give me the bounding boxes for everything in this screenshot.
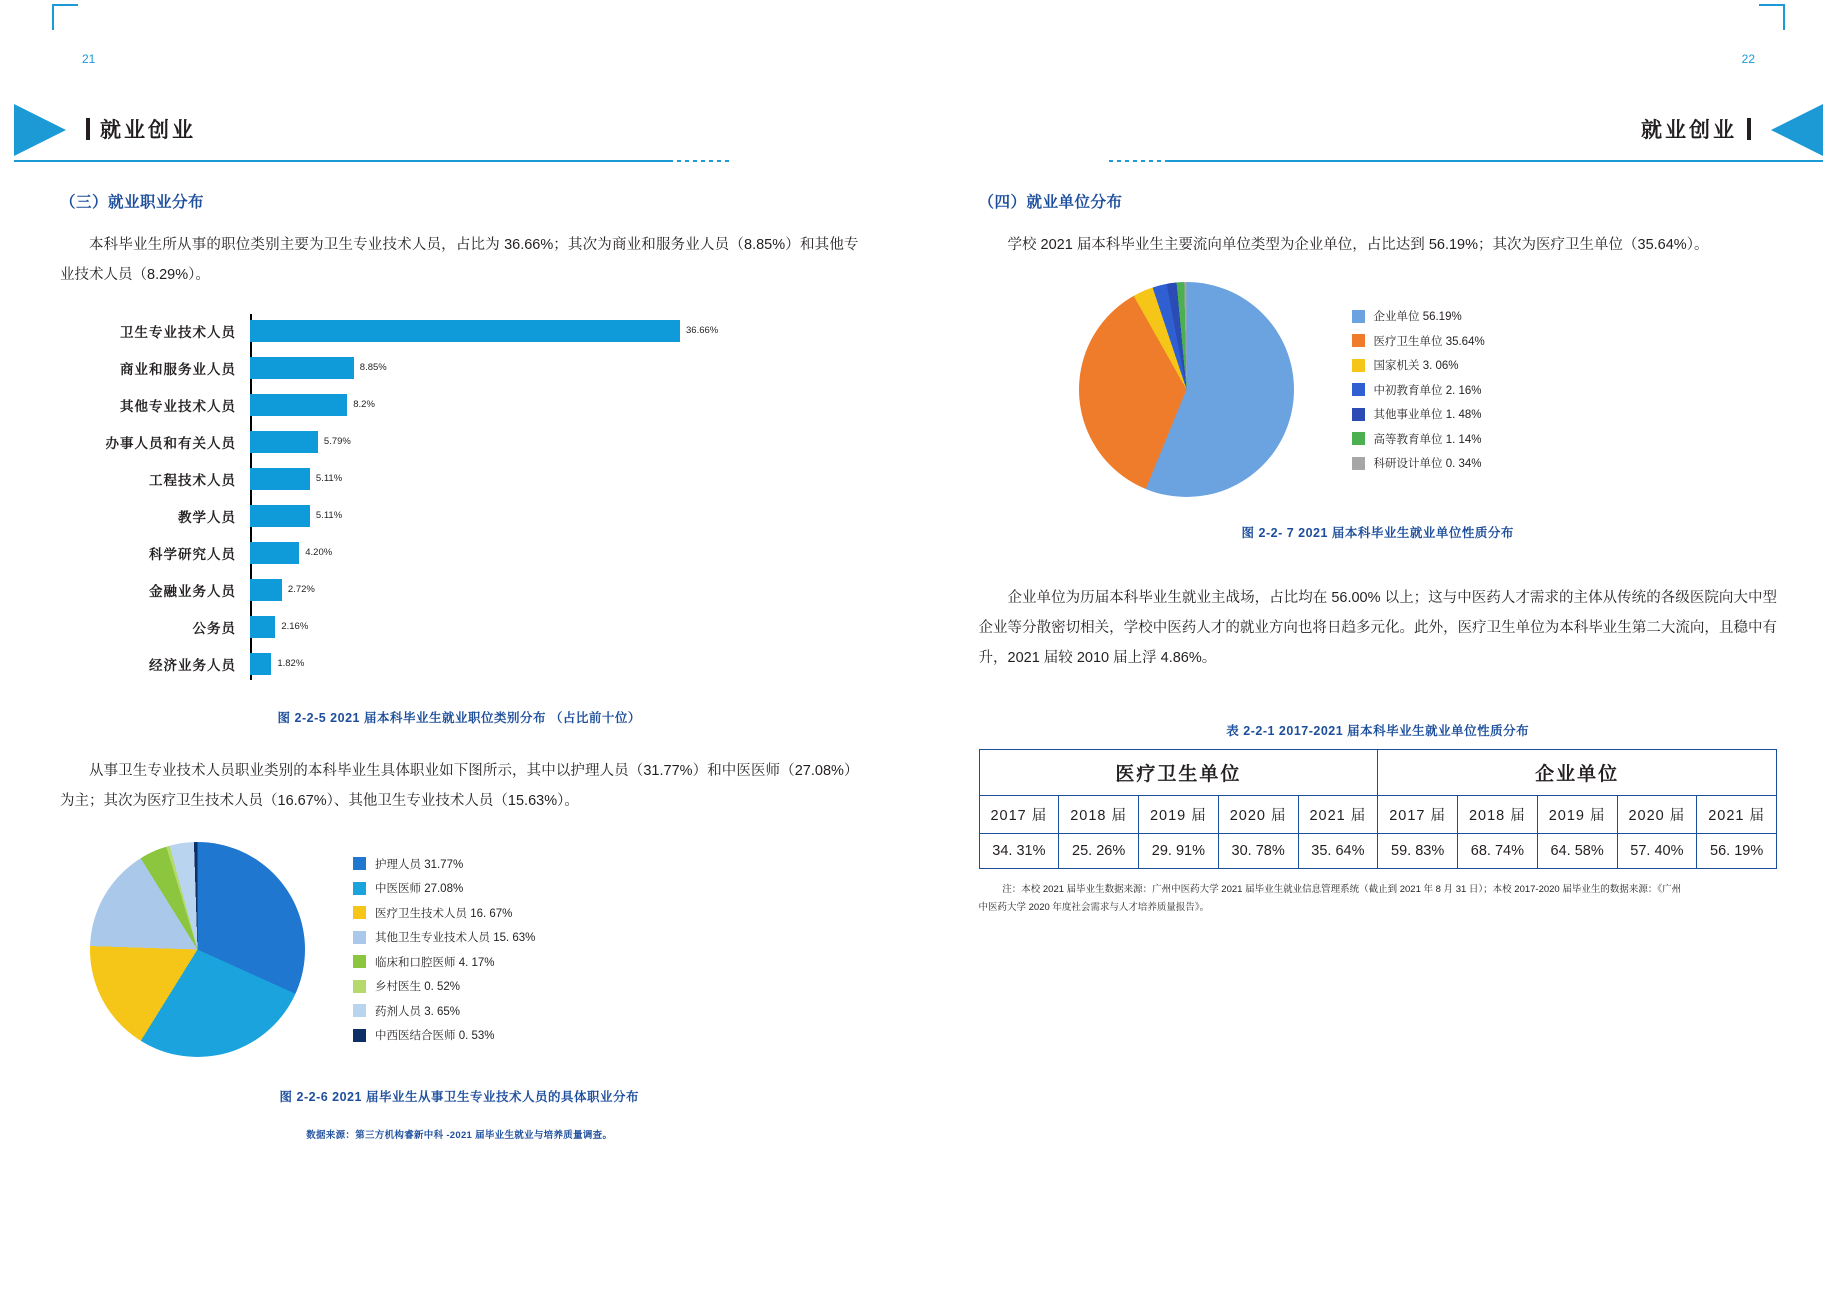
bar-chart-occupation xyxy=(60,312,859,682)
legend-item xyxy=(353,1003,535,1019)
legend-item xyxy=(1352,455,1485,471)
legend-item xyxy=(1352,357,1485,373)
legend-swatch xyxy=(353,1029,366,1042)
table-column-header: 2020 届 xyxy=(1617,796,1697,834)
header-title-text: 就业创业 xyxy=(100,119,196,142)
table-body xyxy=(979,834,1777,869)
bar-track xyxy=(250,505,859,527)
bar-label: 科学研究人员 xyxy=(149,546,236,562)
table-cell: 59. 83% xyxy=(1378,834,1458,869)
header-title-left xyxy=(86,114,196,144)
table-column-header: 2019 届 xyxy=(1139,796,1219,834)
legend-swatch xyxy=(1352,432,1365,445)
bar-fill xyxy=(250,616,275,638)
legend-swatch xyxy=(1352,310,1365,323)
bar-label: 金融业务人员 xyxy=(149,583,236,599)
legend-label: 护理人员 31.77% xyxy=(375,858,464,871)
legend-item xyxy=(353,856,535,872)
pie-chart-employer-type xyxy=(1079,282,1294,497)
table-note-line-1: 注：本校 2021 届毕业生数据来源：广州中医药大学 2021 届毕业生就业信息管理系统（截止到 2021 年 8 月 31 日）；本校 2017-2020 届毕业生的数据来源：《广州 xyxy=(1002,884,1682,895)
header-rule xyxy=(14,160,669,162)
header-title-text: 就业创业 xyxy=(1641,119,1737,142)
triangle-icon xyxy=(14,104,66,156)
table-cell: 34. 31% xyxy=(979,834,1059,869)
figure-caption-2-2-7: 图 2-2- 7 2021 届本科毕业生就业单位性质分布 xyxy=(1241,526,1514,540)
triangle-icon xyxy=(1771,104,1823,156)
legend-label: 高等教育单位 1. 14% xyxy=(1373,433,1482,446)
bar-track xyxy=(250,431,859,453)
bar-value-label: 2.16% xyxy=(281,621,309,632)
figure-source-2-2-6: 数据来源：第三方机构睿新中科 -2021 届毕业生就业与培养质量调查。 xyxy=(306,1130,613,1141)
page-header-left xyxy=(0,96,919,168)
table-cell: 68. 74% xyxy=(1458,834,1538,869)
pie-legend-health-occupation xyxy=(353,856,535,1044)
header-title-right xyxy=(1641,114,1751,144)
legend-label: 科研设计单位 0. 34% xyxy=(1373,458,1482,470)
bar-label: 教学人员 xyxy=(178,509,236,525)
legend-label: 其他卫生专业技术人员 15. 63% xyxy=(375,932,536,945)
table-group-enterprise: 企业单位 xyxy=(1378,750,1777,796)
legend-swatch xyxy=(353,955,366,968)
bar-track xyxy=(250,394,859,416)
table-row xyxy=(979,834,1777,869)
pie-chart-block-employer xyxy=(979,282,1778,497)
legend-label: 国家机关 3. 06% xyxy=(1373,360,1459,372)
table-cell: 25. 26% xyxy=(1059,834,1139,869)
table-header-groups xyxy=(979,750,1777,796)
paragraph-employer-analysis: 企业单位为历届本科毕业生就业主战场，占比均在 56.00% 以上；这与中医药人才需求的主体从传统的各级医院向大中型企业等分散密切相关，学校中医药人才的就业方向也将日趋多元化。此外，医疗卫生单位为本科毕业生第二大流向，且稳中有升，2021 届较 2010 届上浮 4.86%。 xyxy=(978,590,1777,666)
bar-label: 工程技术人员 xyxy=(149,472,236,488)
legend-swatch xyxy=(1352,408,1365,421)
bar-track xyxy=(250,320,859,342)
legend-label: 企业单位 56.19% xyxy=(1373,311,1462,323)
legend-label: 其他事业单位 1. 48% xyxy=(1373,409,1482,421)
table-cell: 30. 78% xyxy=(1218,834,1298,869)
legend-swatch xyxy=(353,882,366,895)
legend-item xyxy=(1352,406,1485,422)
bar-label: 办事人员和有关人员 xyxy=(105,435,236,451)
corner-mark-top-left xyxy=(52,4,78,30)
table-cell: 35. 64% xyxy=(1298,834,1378,869)
page-header-right xyxy=(919,96,1837,168)
bar-fill xyxy=(250,468,310,490)
page-content-left xyxy=(60,190,859,1141)
paragraph-occupation-intro: 本科毕业生所从事的职位类别主要为卫生专业技术人员，占比为 36.66%；其次为商业和服务业人员（8.85%）和其他专业技术人员（8.29%）。 xyxy=(60,237,859,283)
bar-value-label: 1.82% xyxy=(277,658,305,669)
legend-item xyxy=(1352,382,1485,398)
legend-label: 临床和口腔医师 4. 17% xyxy=(375,956,495,969)
bar-fill xyxy=(250,394,347,416)
bar-fill xyxy=(250,542,299,564)
legend-item xyxy=(1352,308,1485,324)
bar-fill xyxy=(250,653,271,675)
legend-label: 医疗卫生单位 35.64% xyxy=(1373,335,1485,348)
legend-label: 医疗卫生技术人员 16. 67% xyxy=(375,907,513,920)
bar-chart-row xyxy=(60,645,859,682)
table-column-header: 2020 届 xyxy=(1218,796,1298,834)
legend-item xyxy=(353,954,535,970)
bar-chart-row xyxy=(60,312,859,349)
legend-item xyxy=(353,905,535,921)
bar-fill xyxy=(250,579,282,601)
pie-chart-health-occupation xyxy=(90,842,305,1057)
table-column-header: 2018 届 xyxy=(1059,796,1139,834)
page-number-left: 21 xyxy=(82,52,96,66)
table-column-header: 2021 届 xyxy=(1697,796,1777,834)
figure-caption-2-2-6: 图 2-2-6 2021 届毕业生从事卫生专业技术人员的具体职业分布 xyxy=(279,1090,639,1104)
bar-value-label: 8.85% xyxy=(359,362,387,373)
paragraph-health-occupation: 从事卫生专业技术人员职业类别的本科毕业生具体职业如下图所示，其中以护理人员（31.77%）和中医医师（27.08%）为主；其次为医疗卫生技术人员（16.67%）、其他卫生专业技术人员（15.63%）。 xyxy=(60,763,859,809)
bar-label: 其他专业技术人员 xyxy=(120,398,236,414)
legend-swatch xyxy=(1352,457,1365,470)
page-content-right xyxy=(979,190,1778,917)
table-column-header: 2018 届 xyxy=(1458,796,1538,834)
bar-value-label: 4.20% xyxy=(305,547,333,558)
bar-value-label: 5.79% xyxy=(323,436,351,447)
legend-item xyxy=(353,1027,535,1043)
bar-value-label: 36.66% xyxy=(686,325,719,336)
bar-label: 卫生专业技术人员 xyxy=(120,324,236,340)
bar-chart-row xyxy=(60,349,859,386)
section-title-occupation: （三）就业职业分布 xyxy=(60,194,205,211)
legend-item xyxy=(353,880,535,896)
legend-item xyxy=(353,978,535,994)
corner-mark-top-right xyxy=(1759,4,1785,30)
table-column-header: 2021 届 xyxy=(1298,796,1378,834)
table-note xyxy=(979,881,1778,917)
table-column-header: 2017 届 xyxy=(979,796,1059,834)
bar-chart-row xyxy=(60,571,859,608)
bar-track xyxy=(250,653,859,675)
bar-fill xyxy=(250,505,310,527)
table-column-header: 2019 届 xyxy=(1537,796,1617,834)
bar-track xyxy=(250,542,859,564)
pie-chart-block-health xyxy=(60,842,859,1057)
legend-swatch xyxy=(353,980,366,993)
bar-label: 经济业务人员 xyxy=(149,657,236,673)
bar-label: 商业和服务业人员 xyxy=(120,361,236,377)
legend-label: 中医医师 27.08% xyxy=(375,883,464,896)
legend-label: 中初教育单位 2. 16% xyxy=(1373,384,1482,397)
bar-value-label: 5.11% xyxy=(315,510,343,521)
legend-item xyxy=(1352,431,1485,447)
page-right xyxy=(919,0,1837,1312)
legend-label: 乡村医生 0. 52% xyxy=(375,981,460,994)
legend-label: 药剂人员 3. 65% xyxy=(375,1005,460,1018)
figure-caption-2-2-5: 图 2-2-5 2021 届本科毕业生就业职位类别分布 （占比前十位） xyxy=(277,711,641,725)
bar-fill xyxy=(250,357,354,379)
table-employer-distribution xyxy=(979,749,1778,869)
bar-track xyxy=(250,468,859,490)
bar-chart-row xyxy=(60,460,859,497)
table-cell: 64. 58% xyxy=(1537,834,1617,869)
bar-chart-row xyxy=(60,423,859,460)
legend-swatch xyxy=(1352,334,1365,347)
pie-legend-employer-type xyxy=(1352,308,1485,471)
bar-chart-row xyxy=(60,534,859,571)
legend-item xyxy=(353,929,535,945)
legend-swatch xyxy=(1352,383,1365,396)
table-cell: 29. 91% xyxy=(1139,834,1219,869)
bar-chart-row xyxy=(60,608,859,645)
bar-track xyxy=(250,357,859,379)
bar-track xyxy=(250,579,859,601)
table-note-line-2: 中医药大学 2020 年度社会需求与人才培养质量报告》。 xyxy=(978,902,1210,913)
paragraph-employer-intro: 学校 2021 届本科毕业生主要流向单位类型为企业单位，占比达到 56.19%；其次为医疗卫生单位（35.64%）。 xyxy=(1007,237,1709,253)
table-column-header: 2017 届 xyxy=(1378,796,1458,834)
section-title-employer: （四）就业单位分布 xyxy=(978,194,1123,211)
legend-swatch xyxy=(353,1004,366,1017)
bar-value-label: 8.2% xyxy=(353,399,375,410)
page-number-right: 22 xyxy=(1741,52,1755,66)
header-accent-bar xyxy=(1747,118,1751,140)
bar-label: 公务员 xyxy=(192,620,236,636)
bar-chart-row xyxy=(60,497,859,534)
bar-track xyxy=(250,616,859,638)
header-rule-dotted xyxy=(669,160,729,162)
legend-swatch xyxy=(353,931,366,944)
bar-fill xyxy=(250,320,680,342)
bar-value-label: 2.72% xyxy=(287,584,315,595)
legend-label: 中西医结合医师 0. 53% xyxy=(375,1030,495,1043)
bar-fill xyxy=(250,431,318,453)
bar-value-label: 5.11% xyxy=(315,473,343,484)
table-caption-2-2-1: 表 2-2-1 2017-2021 届本科毕业生就业单位性质分布 xyxy=(1226,724,1530,738)
table-cell: 56. 19% xyxy=(1697,834,1777,869)
table-cell: 57. 40% xyxy=(1617,834,1697,869)
legend-swatch xyxy=(1352,359,1365,372)
legend-item xyxy=(1352,333,1485,349)
header-rule xyxy=(1169,160,1824,162)
bar-chart-row xyxy=(60,386,859,423)
table-group-medical: 医疗卫生单位 xyxy=(979,750,1378,796)
header-rule-dotted xyxy=(1109,160,1169,162)
legend-swatch xyxy=(353,906,366,919)
legend-swatch xyxy=(353,857,366,870)
header-accent-bar xyxy=(86,118,90,140)
table-header-years xyxy=(979,796,1777,834)
